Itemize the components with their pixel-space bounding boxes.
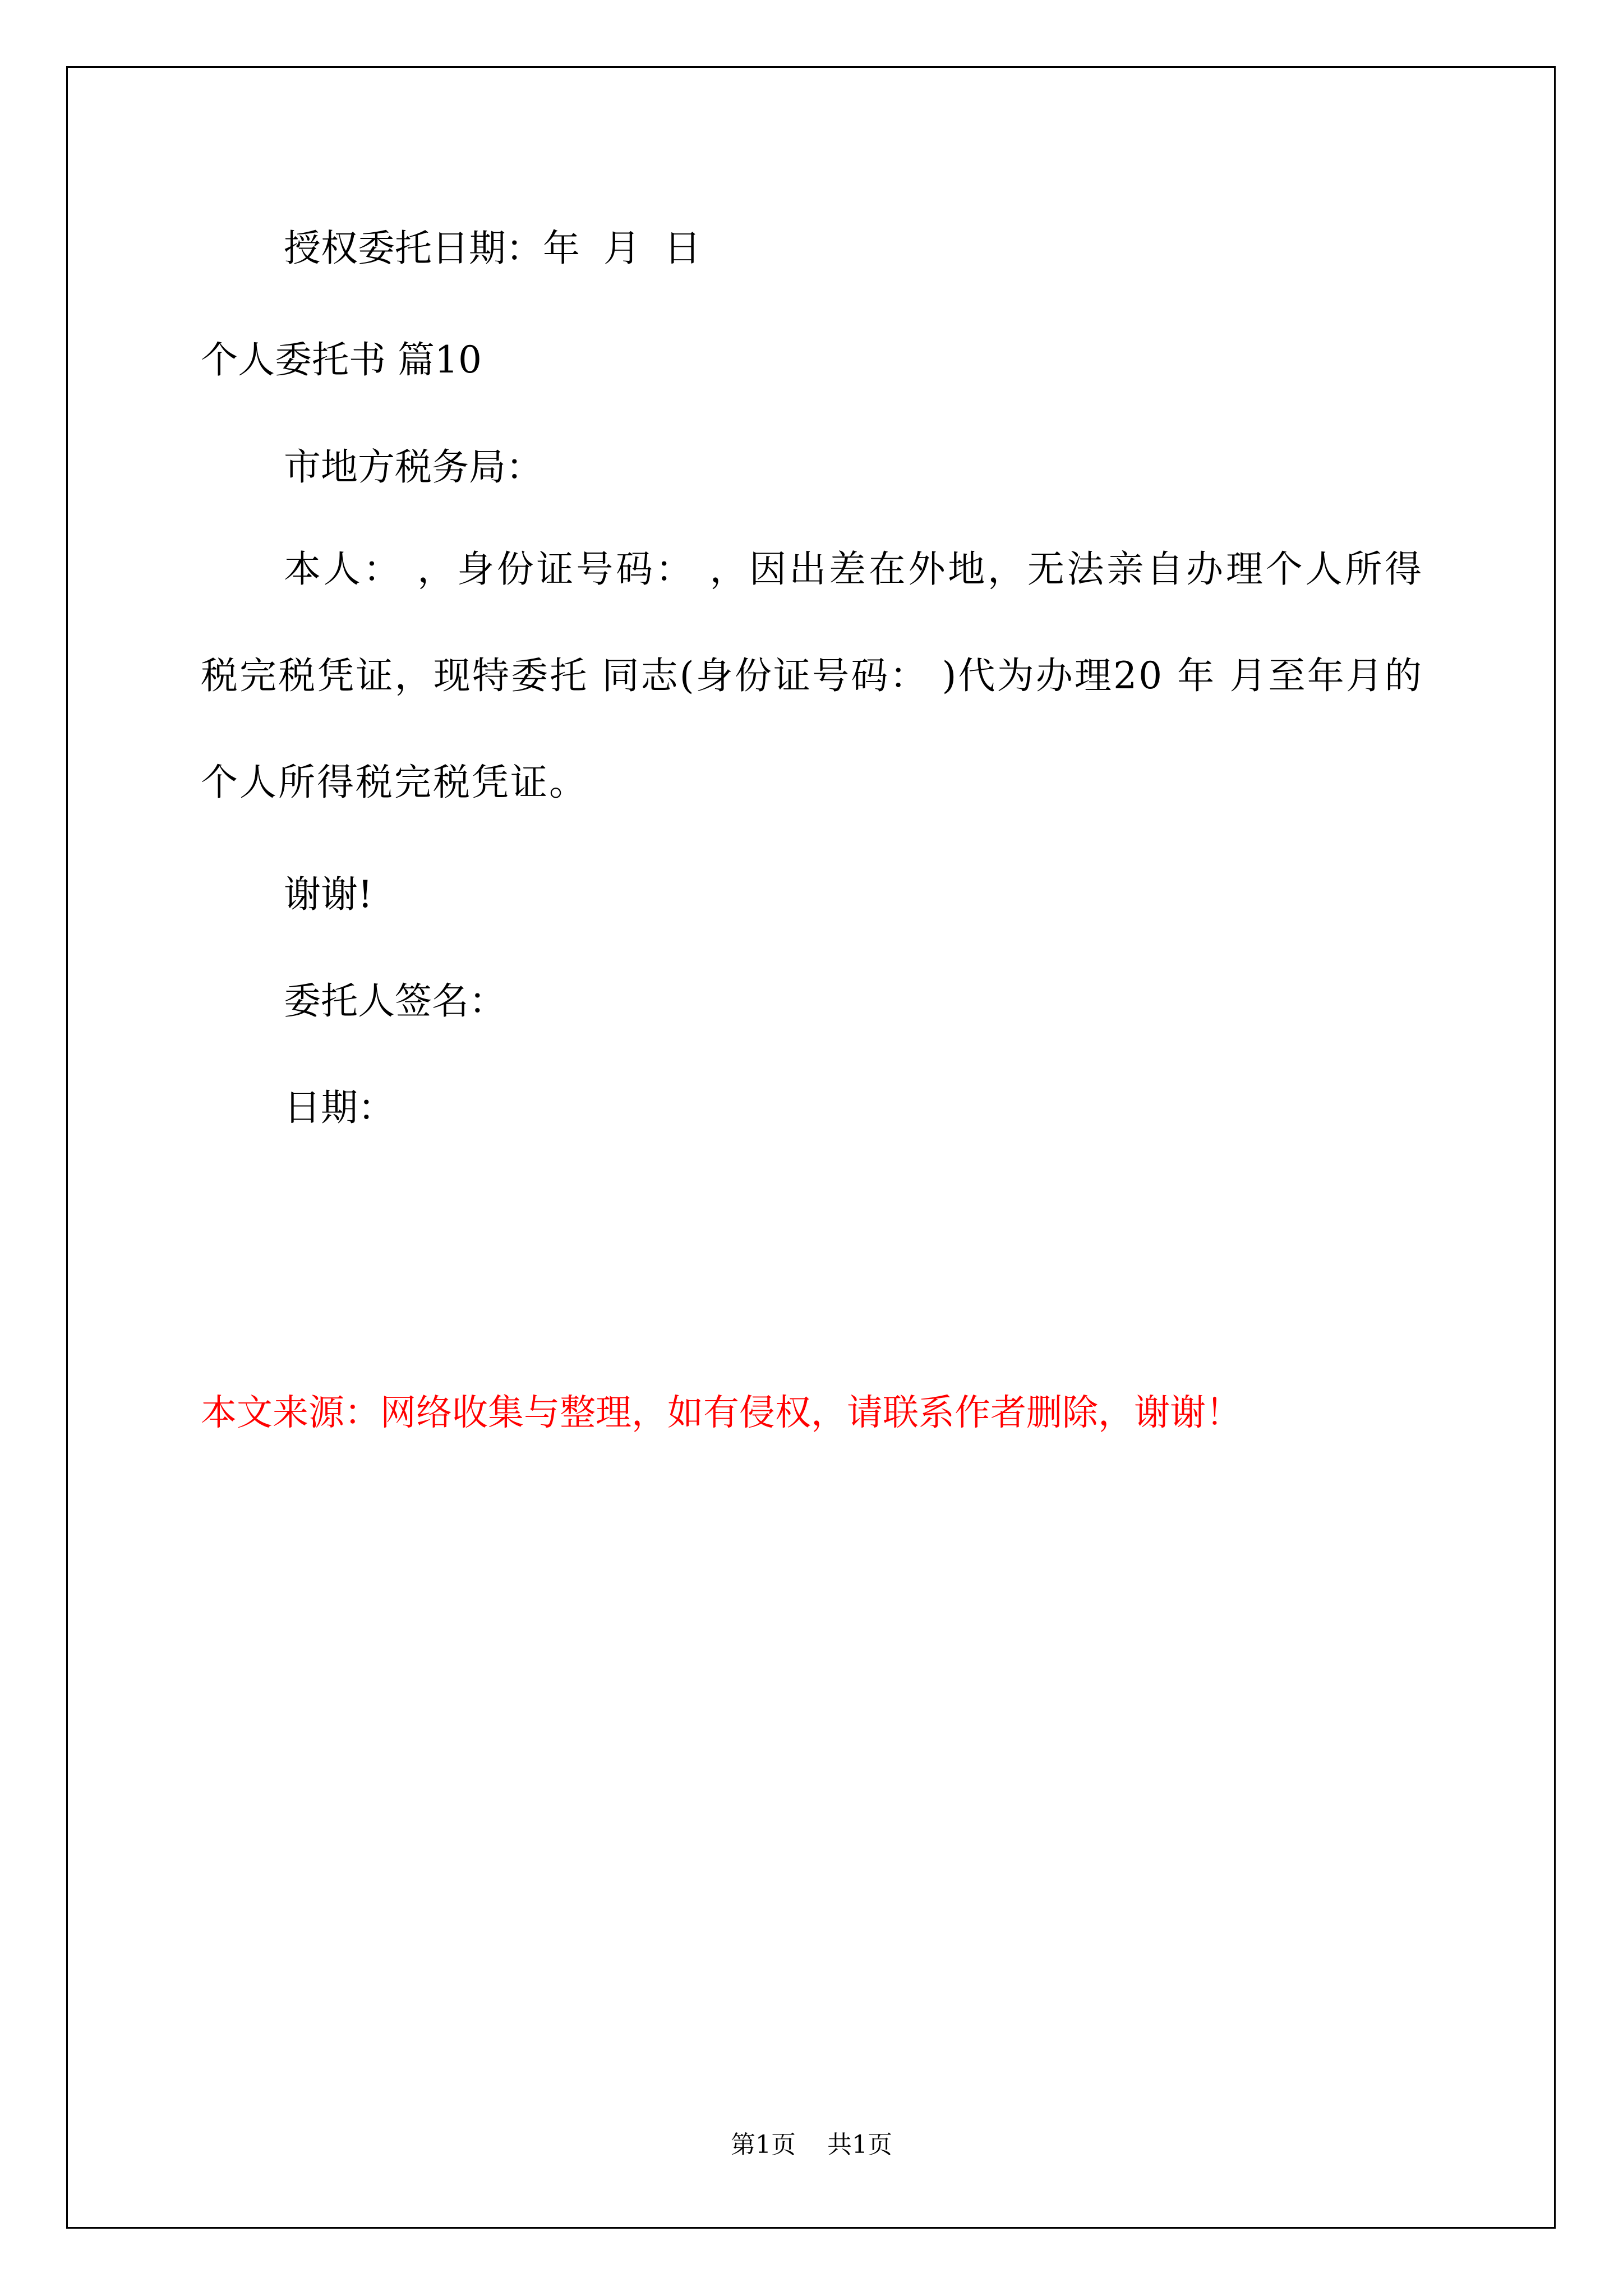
page-border: [66, 66, 1556, 2229]
page-footer: 第1页 共1页: [731, 2131, 892, 2159]
thanks-line: 谢谢!: [284, 873, 373, 916]
signature-line: 委托人签名：: [284, 979, 506, 1023]
date-line: 日期：: [284, 1086, 395, 1129]
body-paragraph: 本人： ，身份证号码： ，因出差在外地，无法亲自办理个人所得税完税凭证，现特委托 同志(身份证号码： )代为办理20 年 月至年月的个人所得税完税凭证。: [201, 547, 1423, 804]
authorization-date-line: 授权委托日期：年 月 日: [284, 227, 701, 270]
addressee-line: 市地方税务局：: [284, 445, 543, 489]
section-heading: 个人委托书 篇10: [201, 338, 482, 381]
source-notice: 本文来源：网络收集与整理，如有侵权，请联系作者删除，谢谢！: [201, 1392, 1242, 1434]
